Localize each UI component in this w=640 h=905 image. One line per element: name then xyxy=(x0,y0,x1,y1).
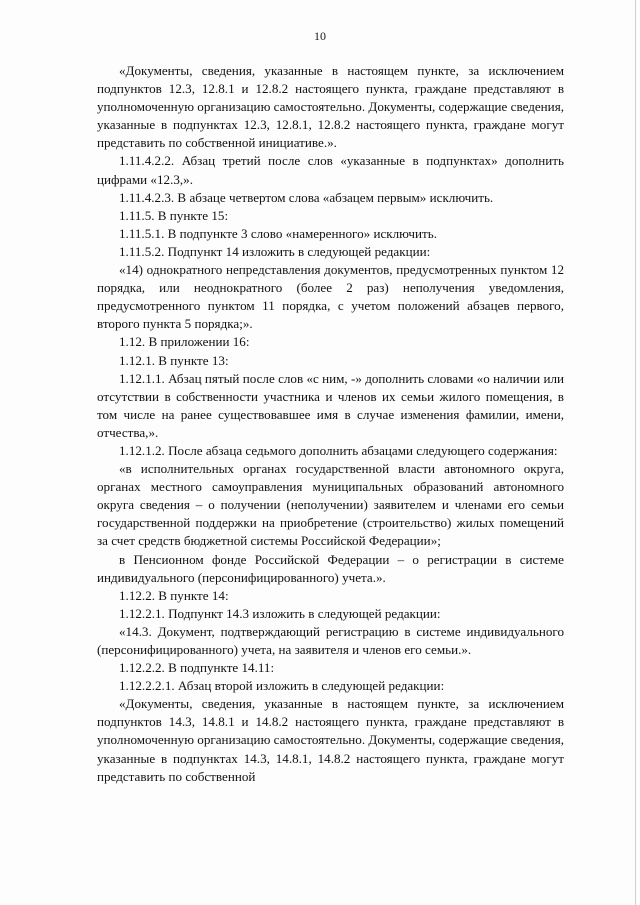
page-edge-line xyxy=(635,0,636,905)
paragraph: 1.12.2. В пункте 14: xyxy=(119,587,229,603)
paragraph: 1.11.5. В пункте 15: xyxy=(119,207,229,223)
paragraph: в Пенсионном фонде Российской Федерации – о регистрации в системе индивидуального (персонифицированного) учета.». xyxy=(97,551,564,585)
paragraph: 1.12. В приложении 16: xyxy=(119,334,250,350)
paragraph: «Документы, сведения, указанные в настоящем пункте, за исключением подпунктов 14.3, 14.8.1 и 14.8.2 настоящего пункта, граждане представляют в уполномоченную организацию самостоятельно. Документы, содержащие сведения, указанные в подпунктах 14.3, 14.8.1, 14.8.2 настоящего пункта, граждане могут представить по собственной xyxy=(97,696,564,784)
paragraph: 1.12.1.1. Абзац пятый после слов «с ним, -» дополнить словами «о наличии или отсутствии в собственности участника и членов их семьи жилого помещения, в том числе на ранее существовавшее имя в случае изменения фамилии, имени, отчества,». xyxy=(97,370,564,440)
paragraph: 1.12.1.2. После абзаца седьмого дополнить абзацами следующего содержания: xyxy=(119,442,558,458)
document-body xyxy=(97,62,564,786)
paragraph: 1.12.2.2. В подпункте 14.11: xyxy=(119,660,275,676)
paragraph: 1.12.1. В пункте 13: xyxy=(119,352,229,368)
paragraph: 1.12.2.1. Подпункт 14.3 изложить в следующей редакции: xyxy=(119,605,441,621)
paragraph: 1.11.5.1. В подпункте 3 слово «намеренного» исключить. xyxy=(119,225,437,241)
paragraph: «14) однократного непредставления документов, предусмотренных пунктом 12 порядка, или неоднократного (более 2 раз) неполучения уведомления, предусмотренного пунктом 11 порядка, с учетом положений абзацев первого, второго пункта 5 порядка;». xyxy=(97,262,564,332)
paragraph: «14.3. Документ, подтверждающий регистрацию в системе индивидуального (персонифицированного) учета, на заявителя и членов его семьи.». xyxy=(97,623,564,657)
paragraph: «Документы, сведения, указанные в настоящем пункте, за исключением подпунктов 12.3, 12.8.1 и 12.8.2 настоящего пункта, граждане представляют в уполномоченную организацию самостоятельно. Документы, содержащие сведения, указанные в подпунктах 12.3, 12.8.1, 12.8.2 настоящего пункта, граждане могут представить по собственной инициативе.». xyxy=(97,63,564,151)
paragraph: «в исполнительных органах государственной власти автономного округа, органах местного самоуправления муниципальных образований автономного округа сведения – о получении (неполучении) заявителем и членами его семьи государственной поддержки на приобретение (строительство) жилых помещений за счет средств бюджетной системы Российской Федерации»; xyxy=(97,461,564,549)
paragraph: 1.12.2.2.1. Абзац второй изложить в следующей редакции: xyxy=(119,678,445,694)
paragraph: 1.11.4.2.2. Абзац третий после слов «указанные в подпунктах» дополнить цифрами «12.3,». xyxy=(97,153,564,187)
page-number: 10 xyxy=(314,29,326,43)
paragraph: 1.11.4.2.3. В абзаце четвертом слова «абзацем первым» исключить. xyxy=(119,189,494,205)
paragraph: 1.11.5.2. Подпункт 14 изложить в следующей редакции: xyxy=(119,243,431,259)
